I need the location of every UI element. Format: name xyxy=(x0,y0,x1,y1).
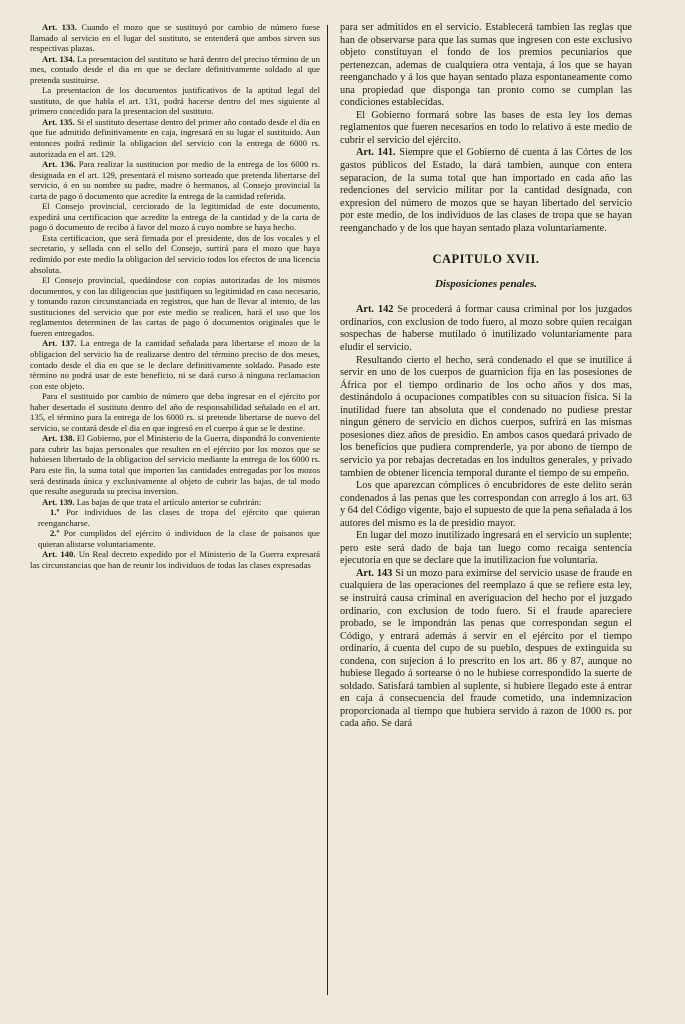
paragraph-text: Si el sustituto desertase dentro del primer año contado desde el dia en que fue admitido definitivamente en caja, ingresará en su lugar el sustituido. Aun entonces podrá redimir la obligacion del servicio con la entrega de 6000 rs. autorizada en el art. 129. xyxy=(30,116,320,159)
paragraph xyxy=(30,549,320,570)
right-column xyxy=(340,22,632,731)
paragraph xyxy=(340,22,632,110)
item-number: 2.º xyxy=(50,528,60,539)
paragraph-text: Por cumplidos del ejército ó individuos de la clase de paisanos que quieran alistarse voluntariamente. xyxy=(38,528,321,549)
article-number: Art. 134. xyxy=(42,53,75,64)
paragraph-text: Un Real decreto expedido por el Ministerio de la Guerra expresará las circunstancias que han de reunir los individuos de todas las clases expresadas xyxy=(30,549,321,570)
paragraph-text: El Consejo provincial, quedándose con copias autorizadas de los mismos documentos, y con las diligencias que justifiquen su legitimidad en caso necesario, y tomando razon circunstanciada en registros, que han de llevar al intento, de las sustituciones del servicio que por este medio se realicen, hará el uso que los reglamentos determinen de las cartas de pago ó documentos originales que le fueren entregados. xyxy=(30,275,320,338)
list-item xyxy=(30,528,320,549)
paragraph xyxy=(340,304,632,354)
paragraph-text: En lugar del mozo inutilizado ingresará en el servicio un suplente; pero este será dado de baja tan luego como recaiga sentencia ejecutoria en que se declare que la inutilizacion fue voluntaria. xyxy=(340,530,632,567)
paragraph xyxy=(340,110,632,148)
paragraph-text: Las bajas de que trata el artículo anterior se cubrirán: xyxy=(76,496,262,507)
paragraph-text: Si un mozo para eximirse del servicio usase de fraude en cualquiera de las operaciones del reemplazo á que se refiere esta ley, se instruirá causa criminal en averiguacion del hecho por el juzgado ordinario, con exclusion de todo fuero. Si el fraude apareciere probado, se le impondrán las penas que correspondan segun el Código, y entrará además á servir en el ejército por el tiempo ordinario, á cuenta del cupo de su pueblo, despues de extinguida su condena, con sujecion á lo prescrito en los art. 86 y 87, aunque no hubiese llegado á sortearse ó no le hubiese correspondido la suerte de soldado. Satisfará tambien al suplente, si hubiere llegado este á entrar en caja á consecuencia del fraude cometido, una indemnizacion proporcionada al tiempo que hubiera servido á razon de 1000 rs. por cada año. Se dará xyxy=(340,567,633,730)
left-column xyxy=(30,22,320,570)
paragraph xyxy=(340,355,632,480)
paragraph-text: La presentacion de los documentos justificativos de la aptitud legal del sustituto, de que habla el art. 131, podrá hacerse dentro del mes siguiente al primero concedido para la presentacion del sustituto. xyxy=(30,85,320,117)
paragraph-text: para ser admitidos en el servicio. Establecerá tambien las reglas que han de observarse para que las sumas que ingresen con este exclusivo objeto constituyan el fondo de los premios pecuniarios que pertenezcan, ademas de cualquiera otra ventaja, á los que se hayan reenganchado y á los que hayan sentado plaza espontaneamente como una propiedad que disponga tan pronto como se cumplan las condiciones establecidas. xyxy=(340,22,632,109)
paragraph-text: Cuando el mozo que se sustituyó por cambio de número fuese llamado al servicio en el lugar del sustituto, se entenderá que ambos sirven sus respectivas plazas. xyxy=(30,22,320,54)
paragraph-text: La presentacion del sustituto se hará dentro del preciso término de un mes, contado desde el dia en que se declare definitivamente soldado al que pretenda sustituirse. xyxy=(30,53,320,85)
paragraph-text: El Gobierno, por el Ministerio de la Guerra, dispondrá lo conveniente para cubrir las bajas personales que resulten en el ejército por los mozos que se hubiesen libertado de la obligacion del servicio mediante la entrega de los 6000 rs. Para este fin, la suma total que importen las cantidades entregadas por los mozos será destinada única y exclusivamente al objeto de cubrir las bajas, de tal modo que resulte asegurada su precisa inversion. xyxy=(30,433,320,497)
article-number: Art. 133. xyxy=(42,22,77,32)
paragraph-text: Para realizar la sustitucion por medio de la entrega de los 6000 rs. designada en el art. 129, presentará el mismo sorteado que pretenda libertarse del servicio, ó en su nombre su padre, madre ó hermanos, al Consejo provincial la carta de pago ó documento que acredite la entrega de la cantidad referida. xyxy=(30,159,320,201)
paragraph xyxy=(340,568,632,731)
article-number: Art. 136. xyxy=(42,159,76,170)
paragraph-text: Los que aparezcan cómplices ó encubridores de este delito serán condenados á las penas que les correspondan con arreglo á los art. 63 y 64 del Código vigente, bajo el supuesto de que la pena señalada á los autores del mismo es la de presidio mayor. xyxy=(340,480,632,529)
paragraph xyxy=(30,275,320,338)
article-number: Art. 142 xyxy=(356,304,394,316)
paragraph xyxy=(30,159,320,201)
item-number: 1.º xyxy=(50,507,60,518)
paragraph xyxy=(30,85,320,117)
paragraph-text: Siempre que el Gobierno dé cuenta á las Córtes de los gastos públicos del Estado, la dará tambien, aunque con entera separacion, de la suma total que han importado en cada año las redenciones del servicio militar por la cantidad designada, con expresion del número de mozos que se hayan libertado del servicio por este medio, de los individuos de las clases de tropa que se hayan reenganchado y de los que hayan sentado plaza voluntariamente. xyxy=(340,147,632,234)
paragraph xyxy=(340,530,632,568)
paragraph-text: Resultando cierto el hecho, será condenado el que se inutilice á servir en uno de los cuerpos de guarnicion fija en las posesiones de África por el tiempo ordinario de los ocho años y dos mas, destinándolo á ocupaciones compatibles con su situacion física. Si la inutilidad fuere tan absoluta que el condenado no pudiese prestar ningun género de servicio en dichos cuerpos, sufrirá en las mismas posesiones diez años de presidio. En ambos casos quedará privado de los beneficios que pudiera comprenderle, ya por abono de tiempo de servicio ya por rebajas decretadas en los indultos generales, y privado tambien de obtener licencia temporal durante el tiempo de su empeño. xyxy=(340,354,632,479)
article-number: Art. 143 xyxy=(356,567,393,579)
article-number: Art. 141. xyxy=(356,147,396,159)
paragraph xyxy=(30,54,320,86)
paragraph xyxy=(30,391,320,433)
paragraph-text: Por individuos de las clases de tropa del ejército que quieran reengancharse. xyxy=(38,507,320,528)
paragraph xyxy=(30,233,320,275)
column-divider xyxy=(327,25,328,995)
article-number: Art. 138. xyxy=(42,433,75,444)
paragraph-text: El Gobierno formará sobre las bases de esta ley los demas reglamentos que fueren necesarios en todo lo relativo á este medio de cubrir el servicio del ejército. xyxy=(340,109,632,146)
paragraph xyxy=(30,433,320,496)
paragraph-text: Se procederá á formar causa criminal por los juzgados ordinarios, con exclusion de todo fuero, al mozo sobre quien recaigan sospechas de haberse mutilado ó inutilizado voluntariamente para eludir el servicio. xyxy=(340,304,633,354)
paragraph xyxy=(30,497,320,508)
paragraph xyxy=(30,338,320,391)
paragraph xyxy=(340,480,632,530)
paragraph-text: Esta certificacion, que será firmada por el presidente, dos de los vocales y el secretario, y sellada con el sello del Consejo, surtirá para el mozo que haya redimido por este medio la obligacion del servicio todos los efectos de una licencia absoluta. xyxy=(30,232,320,275)
paragraph xyxy=(30,22,320,54)
paragraph xyxy=(30,117,320,159)
paragraph xyxy=(30,201,320,233)
article-number: Art. 135. xyxy=(42,116,75,127)
chapter-subtitle: Disposiciones penales. xyxy=(434,277,538,290)
paragraph-text: El Consejo provincial, cerciorado de la legitimidad de este documento, expedirá una certificacion que acredite la entrega de la cantidad y de la carta de pago ó documento de recibo á favor del mozo á cuyo nombre se haya hecho. xyxy=(30,201,320,233)
list-item xyxy=(30,507,320,528)
article-number: Art. 140. xyxy=(42,549,76,560)
article-number: Art. 139. xyxy=(42,496,75,507)
paragraph xyxy=(340,147,632,235)
paragraph-text: Para el sustituido por cambio de número que deba ingresar en el ejército por haber desertado el sustituto dentro del año de responsabilidad señalado en el art. 135, el término para la entrega de los 6000 rs. si pretende libertarse de nuevo del servicio, se contará desde el dia en que ingresó en el cuerpo á que se le destine. xyxy=(30,391,320,433)
chapter-heading: CAPITULO XVII. xyxy=(432,252,540,267)
paragraph-text: La entrega de la cantidad señalada para libertarse el mozo de la obligacion del servicio ha de realizarse dentro del término preciso de dos meses, contado desde el dia en que se le declare definitivamente soldado. Pasado este término no podrá usar de este beneficio, ni se dará curso á ninguna reclamacion con este objeto. xyxy=(30,338,320,391)
article-number: Art. 137. xyxy=(42,338,77,349)
